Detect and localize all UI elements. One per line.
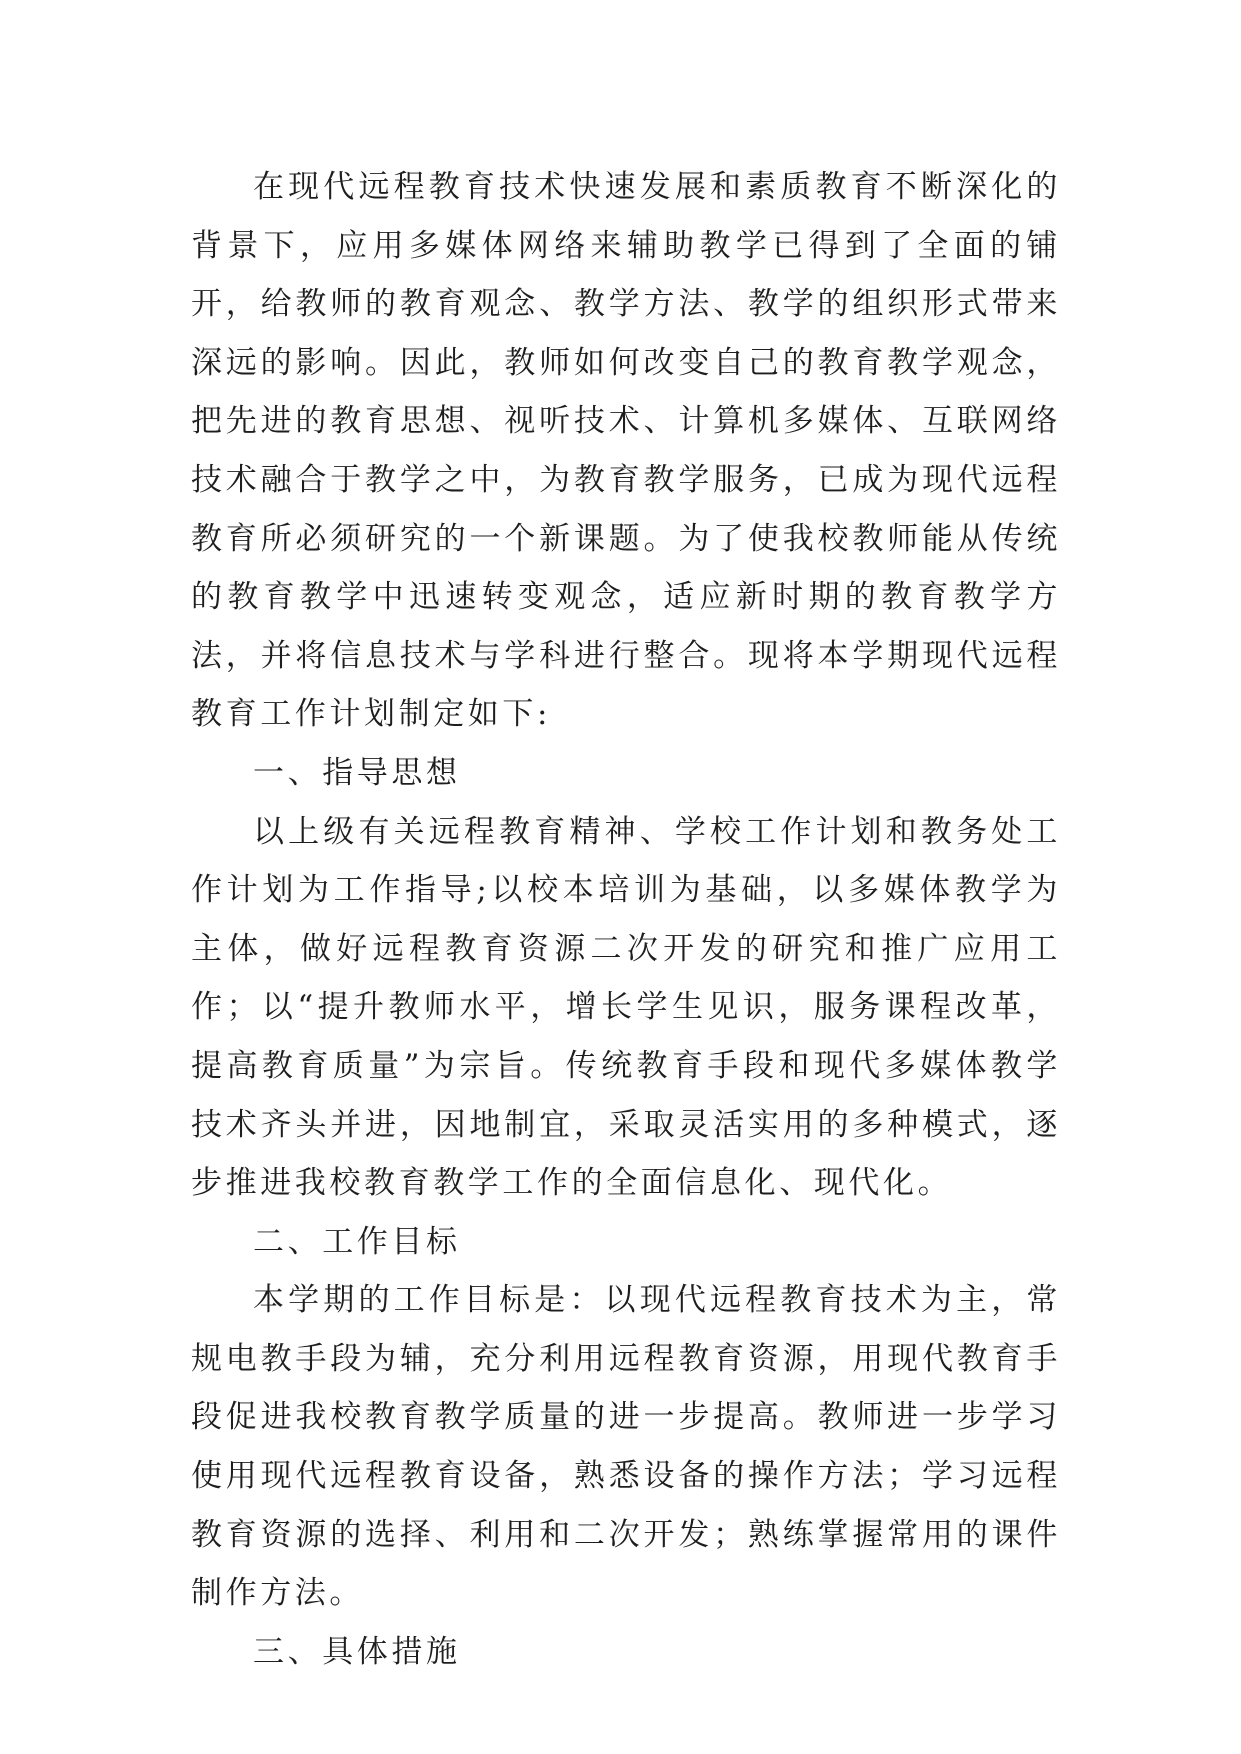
guiding-ideology-paragraph: 以上级有关远程教育精神、学校工作计划和教务处工作计划为工作指导;以校本培训为基础，以多媒体教学为主体，做好远程教育资源二次开发的研究和推广应用工作；以“提升教师水平，增长学生见识，服务课程改革，提高教育质量”为宗旨。传统教育手段和现代多媒体教学技术齐头并进，因地制宜，采取灵活实用的多种模式，逐步推进我校教育教学工作的全面信息化、现代化。 [191, 813, 1061, 1202]
section-heading-work-goals: 二、工作目标 [253, 1223, 461, 1260]
work-goals-paragraph: 本学期的工作目标是：以现代远程教育技术为主，常规电教手段为辅，充分利用远程教育资源，用现代教育手段促进我校教育教学质量的进一步提高。教师进一步学习使用现代远程教育设备，熟悉设备的操作方法；学习远程教育资源的选择、利用和二次开发；熟练掌握常用的课件制作方法。 [191, 1282, 1061, 1612]
section-heading-guiding-ideology: 一、指导思想 [253, 754, 461, 791]
document-body [191, 158, 1061, 1681]
intro-paragraph: 在现代远程教育技术快速发展和素质教育不断深化的背景下，应用多媒体网络来辅助教学已得到了全面的铺开，给教师的教育观念、教学方法、教学的组织形式带来深远的影响。因此，教师如何改变自己的教育教学观念，把先进的教育思想、视听技术、计算机多媒体、互联网络技术融合于教学之中，为教育教学服务，已成为现代远程教育所必须研究的一个新课题。为了使我校教师能从传统的教育教学中迅速转变观念，适应新时期的教育教学方法，并将信息技术与学科进行整合。现将本学期现代远程教育工作计划制定如下: [191, 169, 1061, 733]
section-heading-specific-measures: 三、具体措施 [253, 1633, 461, 1670]
